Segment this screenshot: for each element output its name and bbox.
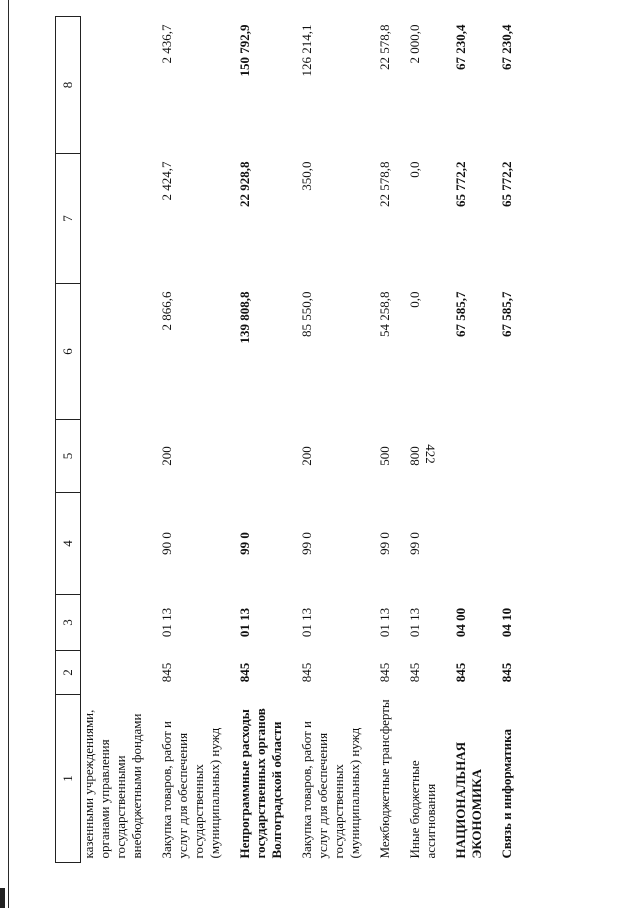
- row-spacer: [439, 17, 453, 863]
- table-body: [81, 17, 516, 863]
- column-header: 3: [56, 595, 81, 651]
- row-target-article: 99 0: [299, 532, 314, 555]
- row-code: 845: [453, 662, 468, 683]
- row-value-col6: 67 585,7: [499, 291, 514, 337]
- row-value-col8: 2 000,0: [407, 24, 422, 64]
- row-section: 01 13: [299, 607, 314, 638]
- row-value-col6: 139 808,8: [237, 291, 252, 344]
- row-name: Закупка товаров, работ и услуг для обеспечения государственных (муниципальных) нужд: [159, 721, 222, 859]
- row-target-article: [499, 493, 515, 595]
- row-code: 845: [377, 662, 392, 683]
- row-expense-type: 200: [299, 446, 314, 466]
- row-section: 01 13: [237, 607, 252, 638]
- table-header: [56, 17, 81, 863]
- row-section: 04 10: [499, 607, 514, 638]
- row-name: Закупка товаров, работ и услуг для обеспечения государственных (муниципальных) нужд: [299, 721, 362, 859]
- row-value-col7: 65 772,2: [499, 161, 514, 207]
- row-spacer-cell: [145, 17, 159, 863]
- row-target-article: 99 0: [377, 532, 392, 555]
- row-value-col8: 126 214,1: [299, 24, 314, 77]
- row-value-col6: 54 258,8: [377, 291, 392, 337]
- row-value-col7: 350,0: [299, 161, 314, 191]
- row-section: [81, 595, 146, 651]
- row-value-col8: 2 436,7: [159, 24, 174, 64]
- row-name: Межбюджетные трансферты: [377, 699, 392, 859]
- page-number: 422: [423, 444, 438, 464]
- row-spacer-cell: [285, 17, 299, 863]
- row-section: 01 13: [159, 607, 174, 638]
- row-target-article: 99 0: [237, 532, 252, 555]
- row-spacer-cell: [485, 17, 499, 863]
- row-section: 01 13: [407, 607, 422, 638]
- row-value-col8: 67 230,4: [453, 24, 468, 70]
- row-value-col6: 85 550,0: [299, 291, 314, 337]
- row-name: Связь и информатика: [499, 729, 514, 859]
- row-spacer: [363, 17, 377, 863]
- column-header: 8: [56, 17, 81, 154]
- row-value-col7: 2 424,7: [159, 161, 174, 201]
- row-expense-type: [499, 420, 515, 493]
- row-value-col8: 150 792,9: [237, 24, 252, 77]
- row-value-col8: 67 230,4: [499, 24, 514, 70]
- row-name: Иные бюджетные ассигнования: [407, 760, 438, 859]
- row-spacer-cell: [223, 17, 237, 863]
- row-target-article: [453, 493, 485, 595]
- column-header: 5: [56, 420, 81, 493]
- row-spacer: [393, 17, 407, 863]
- row-section: 04 00: [453, 607, 468, 638]
- row-value-col7: 65 772,2: [453, 161, 468, 207]
- row-spacer-cell: [393, 17, 407, 863]
- row-value-col8: 22 578,8: [377, 24, 392, 70]
- table-row: [299, 17, 363, 863]
- row-expense-type: [453, 420, 485, 493]
- row-expense-type: 800: [407, 446, 422, 466]
- row-spacer-cell: [439, 17, 453, 863]
- row-spacer: [145, 17, 159, 863]
- row-section: 01 13: [377, 607, 392, 638]
- row-value-col6: 2 866,6: [159, 291, 174, 331]
- row-name: НАЦИОНАЛЬНАЯ ЭКОНОМИКА: [453, 741, 484, 859]
- row-target-article: 99 0: [407, 532, 422, 555]
- rotated-page-content: [20, 5, 610, 875]
- row-code: [81, 651, 146, 695]
- row-spacer: [285, 17, 299, 863]
- table-row: [81, 17, 146, 863]
- row-target-article: 90 0: [159, 532, 174, 555]
- table-row: [407, 17, 439, 863]
- table-row: [453, 17, 485, 863]
- row-expense-type: [81, 420, 146, 493]
- table-row: [237, 17, 285, 863]
- table-row: [499, 17, 515, 863]
- row-value-col6: [81, 284, 146, 420]
- row-name: казенными учреждениями, органами управления государственными внебюджетными фондами: [81, 709, 144, 859]
- column-header: 4: [56, 493, 81, 595]
- table-row: [159, 17, 223, 863]
- row-code: 845: [499, 662, 514, 683]
- row-spacer-cell: [363, 17, 377, 863]
- scan-edge-line: [8, 0, 9, 908]
- row-value-col7: [81, 154, 146, 284]
- row-value-col6: 0,0: [407, 291, 422, 308]
- row-value-col8: [81, 17, 146, 154]
- column-header: 7: [56, 154, 81, 284]
- row-code: 845: [407, 662, 422, 683]
- row-expense-type: 200: [159, 446, 174, 466]
- row-value-col6: 67 585,7: [453, 291, 468, 337]
- row-target-article: [81, 493, 146, 595]
- row-value-col7: 0,0: [407, 161, 422, 178]
- row-code: 845: [159, 662, 174, 683]
- row-spacer: [485, 17, 499, 863]
- budget-table: [55, 16, 515, 863]
- column-header: 6: [56, 284, 81, 420]
- row-value-col7: 22 578,8: [377, 161, 392, 207]
- row-code: 845: [299, 662, 314, 683]
- table-row: [377, 17, 393, 863]
- row-value-col7: 22 928,8: [237, 161, 252, 207]
- column-header: 2: [56, 651, 81, 695]
- row-expense-type: 500: [377, 446, 392, 466]
- column-header: 1: [56, 695, 81, 863]
- scan-mark: [0, 888, 5, 908]
- row-spacer: [223, 17, 237, 863]
- row-code: 845: [237, 662, 252, 683]
- row-expense-type: [237, 420, 285, 493]
- row-name: Непрограммные расходы государственных органов Волгоградской области: [237, 708, 284, 859]
